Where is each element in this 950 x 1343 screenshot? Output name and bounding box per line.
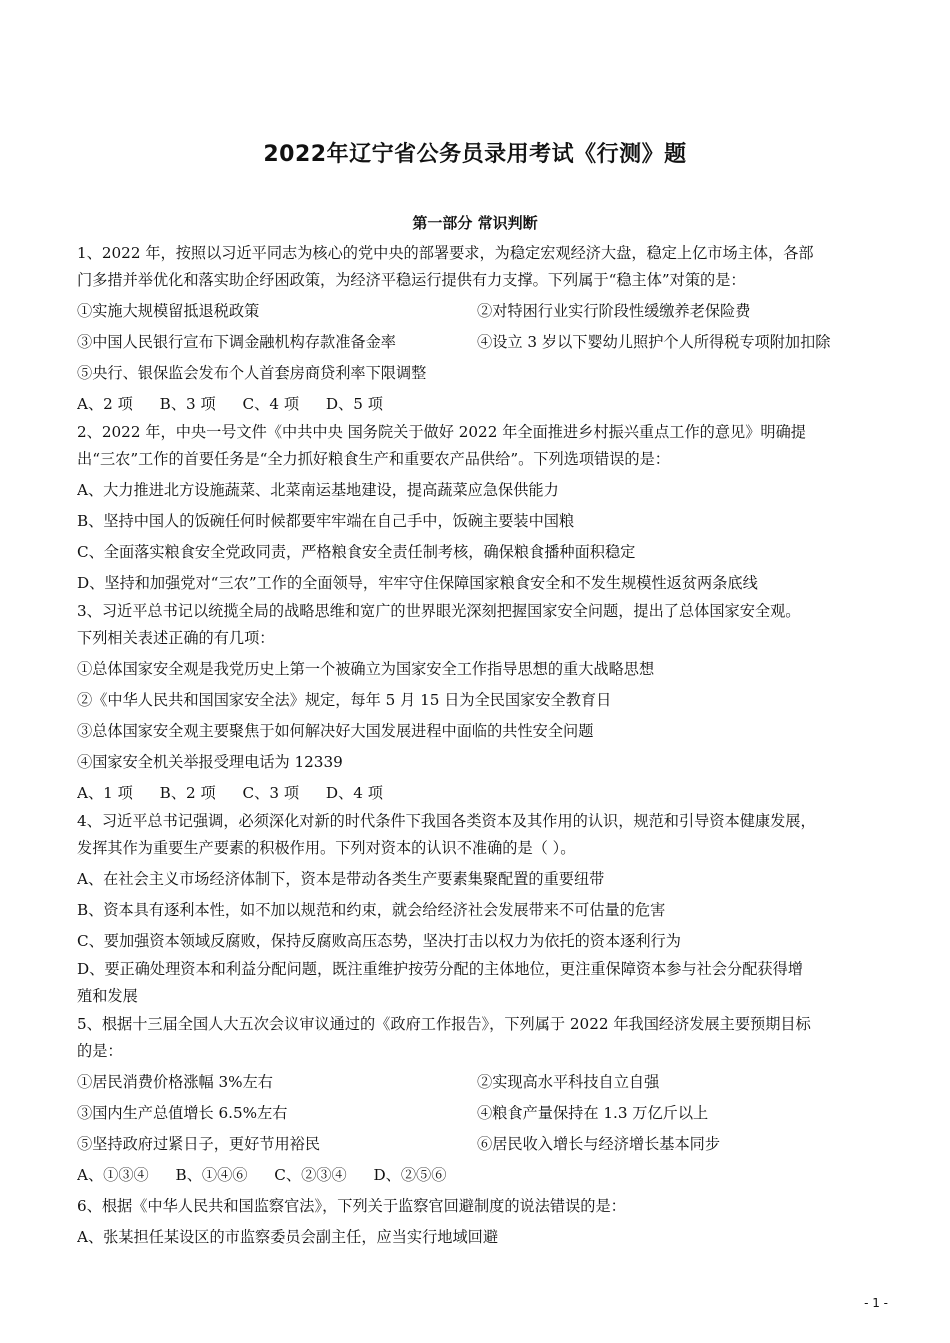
q3-answer-d: D、4 项 — [325, 784, 383, 802]
q5-stem-line2: 的是： — [77, 1042, 123, 1060]
q4-option-a: A、在社会主义市场经济体制下，资本是带动各类生产要素集聚配置的重要纽带 — [77, 870, 605, 888]
q4-option-d-line2: 殖和发展 — [77, 987, 138, 1005]
q1-answers — [77, 389, 875, 420]
q1-answer-d: D、5 项 — [325, 395, 383, 413]
q5-answer-c: C、②③④ — [274, 1166, 347, 1184]
q3-answers — [77, 778, 875, 809]
q4-option-c: C、要加强资本领域反腐败，保持反腐败高压态势，坚决打击以权力为依托的资本逐利行为 — [77, 932, 681, 950]
q2-stem-line2: 出“三农”工作的首要任务是“全力抓好粮食生产和重要农产品供给”。下列选项错误的是： — [77, 450, 670, 468]
q2-option-b: B、坚持中国人的饭碗任何时候都要牢牢端在自己手中，饭碗主要装中国粮 — [77, 512, 575, 530]
q5-options-row3 — [77, 1129, 875, 1160]
q4-stem-line1: 4、习近平总书记强调，必须深化对新的时代条件下我国各类资本及其作用的认识，规范和引导资本健康发展， — [77, 812, 816, 830]
q3-option-3: ③总体国家安全观主要聚焦于如何解决好大国发展进程中面临的共性安全问题 — [77, 722, 594, 740]
q1-answer-a: A、2 项 — [77, 395, 133, 413]
q5-answer-a: A、①③④ — [77, 1166, 149, 1184]
q3-option-4: ④国家安全机关举报受理电话为 12339 — [77, 753, 343, 771]
document-title: 2022年辽宁省公务员录用考试《行测》题 — [263, 142, 687, 167]
q5-options-row2 — [77, 1098, 875, 1129]
q3-option-2: ②《中华人民共和国国家安全法》规定，每年 5 月 15 日为全民国家安全教育日 — [77, 691, 612, 709]
q2-option-a: A、大力推进北方设施蔬菜、北菜南运基地建设，提高蔬菜应急保供能力 — [77, 481, 559, 499]
q1-option-1: ①实施大规模留抵退税政策 — [77, 302, 260, 320]
q1-options-row1 — [77, 296, 875, 327]
q5-answer-b: B、①④⑥ — [175, 1166, 248, 1184]
q1-answer-b: B、3 项 — [159, 395, 216, 413]
q5-option-1: ①居民消费价格涨幅 3%左右 — [77, 1073, 273, 1091]
page-number: - 1 - — [864, 1296, 888, 1310]
q3-stem-line1: 3、习近平总书记以统揽全局的战略思维和宽广的世界眼光深刻把握国家安全问题，提出了总体国家安全观。 — [77, 602, 801, 620]
q2-option-c: C、全面落实粮食安全党政同责，严格粮食安全责任制考核，确保粮食播种面积稳定 — [77, 543, 636, 561]
q6-option-a: A、张某担任某设区的市监察委员会副主任，应当实行地域回避 — [77, 1228, 499, 1246]
q5-option-5: ⑤坚持政府过紧日子，更好节用裕民 — [77, 1135, 320, 1153]
q2-stem-line1: 2、2022 年，中央一号文件《中共中央 国务院关于做好 2022 年全面推进乡村振兴重点工作的意见》明确提 — [77, 423, 806, 441]
q3-answer-a: A、1 项 — [77, 784, 133, 802]
q3-answer-b: B、2 项 — [159, 784, 216, 802]
q1-option-2: ②对特困行业实行阶段性缓缴养老保险费 — [477, 302, 751, 320]
q1-option-3: ③中国人民银行宣布下调金融机构存款准备金率 — [77, 333, 396, 351]
q1-stem-line1: 1、2022 年，按照以习近平同志为核心的党中央的部署要求，为稳定宏观经济大盘，稳定上亿市场主体，各部 — [77, 244, 814, 262]
q2-option-d: D、坚持和加强党对“三农”工作的全面领导，牢牢守住保障国家粮食安全和不发生规模性返贫两条底线 — [77, 574, 758, 592]
q5-stem-line1: 5、根据十三届全国人大五次会议审议通过的《政府工作报告》，下列属于 2022 年我国经济发展主要预期目标 — [77, 1015, 811, 1033]
q3-answer-c: C、3 项 — [242, 784, 300, 802]
q4-option-d-line1: D、要正确处理资本和利益分配问题，既注重维护按劳分配的主体地位，更注重保障资本参与社会分配获得增 — [77, 960, 803, 978]
q5-answers — [77, 1160, 875, 1191]
q3-option-1: ①总体国家安全观是我党历史上第一个被确立为国家安全工作指导思想的重大战略思想 — [77, 660, 655, 678]
question-body — [77, 241, 875, 1253]
q4-stem-line2: 发挥其作为重要生产要素的积极作用。下列对资本的认识不准确的是（ ）。 — [77, 839, 576, 857]
q5-option-6: ⑥居民收入增长与经济增长基本同步 — [477, 1135, 720, 1153]
q3-stem-line2: 下列相关表述正确的有几项： — [77, 629, 275, 647]
q5-option-3: ③国内生产总值增长 6.5%左右 — [77, 1104, 288, 1122]
q1-answer-c: C、4 项 — [242, 395, 300, 413]
q6-stem-line1: 6、根据《中华人民共和国监察官法》，下列关于监察官回避制度的说法错误的是： — [77, 1197, 626, 1215]
q5-option-4: ④粮食产量保持在 1.3 万亿斤以上 — [477, 1104, 709, 1122]
q4-option-b: B、资本具有逐利本性，如不加以规范和约束，就会给经济社会发展带来不可估量的危害 — [77, 901, 666, 919]
q1-option-4: ④设立 3 岁以下婴幼儿照护个人所得税专项附加扣除 — [477, 333, 831, 351]
section-heading: 第一部分 常识判断 — [412, 214, 538, 232]
q1-options-row2 — [77, 327, 875, 358]
q1-stem-line2: 门多措并举优化和落实助企纾困政策，为经济平稳运行提供有力支撑。下列属于“稳主体”对策的是： — [77, 271, 746, 289]
q5-answer-d: D、②⑤⑥ — [373, 1166, 447, 1184]
q5-option-2: ②实现高水平科技自立自强 — [477, 1073, 660, 1091]
q1-option-5: ⑤央行、银保监会发布个人首套房商贷利率下限调整 — [77, 364, 427, 382]
q5-options-row1 — [77, 1067, 875, 1098]
